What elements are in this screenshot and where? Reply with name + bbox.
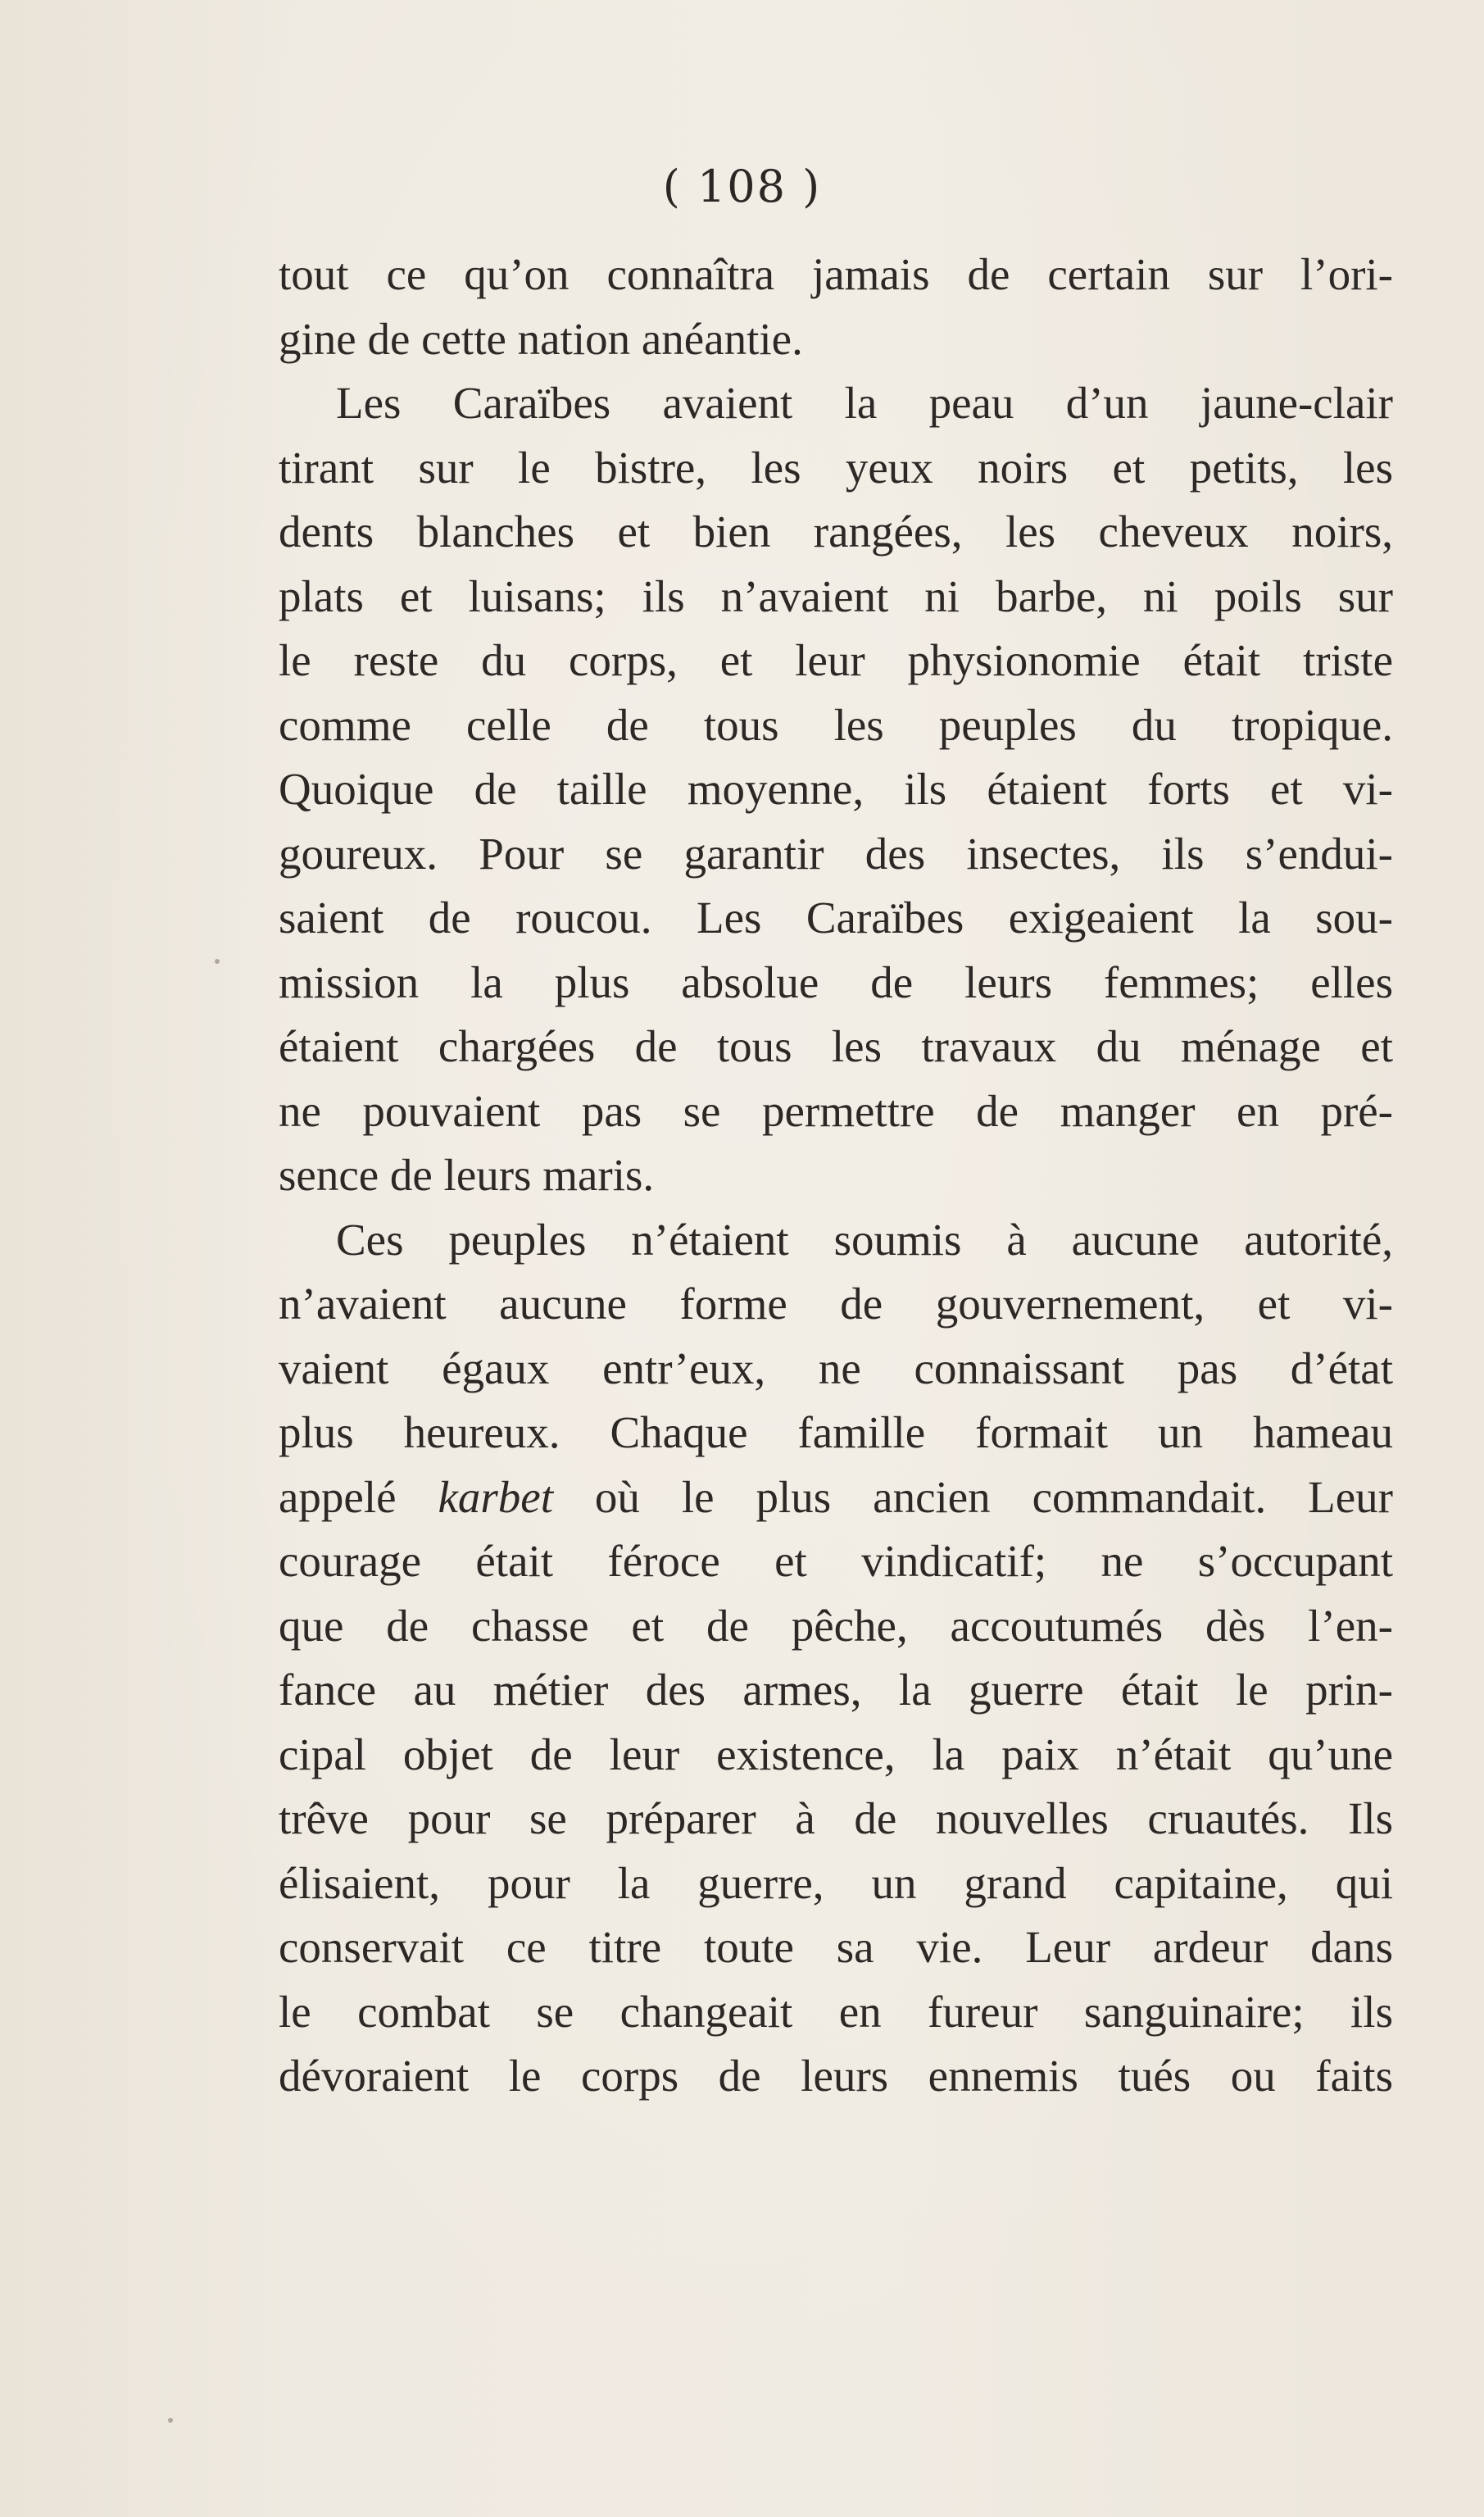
text-line: dents blanches et bien rangées, les cheveux noirs,: [279, 507, 1393, 557]
text-line: le reste du corps, et leur physionomie était triste: [279, 635, 1393, 685]
text-line: que de chasse et de pêche, accoutumés dès l’en-: [279, 1600, 1393, 1651]
text-line: Quoique de taille moyenne, ils étaient forts et vi-: [279, 764, 1393, 814]
paragraph-start-line: Les Caraïbes avaient la peau d’un jaune-clair: [336, 378, 1393, 428]
text-fragment: appelé: [279, 1471, 438, 1522]
text-line: conservait ce titre toute sa vie. Leur ardeur dans: [279, 1922, 1393, 1972]
text-line: comme celle de tous les peuples du tropique.: [279, 699, 1393, 750]
text-line: dévoraient le corps de leurs ennemis tués ou faits: [279, 2051, 1393, 2101]
page-number: ( 108 ): [662, 161, 822, 212]
text-line-with-italic: [279, 1465, 1393, 1530]
text-line: vaient égaux entr’eux, ne connaissant pas d’état: [279, 1343, 1393, 1393]
text-line: tout ce qu’on connaîtra jamais de certain sur l’ori-: [279, 249, 1393, 299]
text-line: étaient chargées de tous les travaux du ménage et: [279, 1021, 1393, 1071]
text-line: plus heureux. Chaque famille formait un hameau: [279, 1407, 1393, 1457]
italic-term-karbet: karbet: [438, 1471, 553, 1522]
text-line: ne pouvaient pas se permettre de manger en pré-: [279, 1085, 1393, 1136]
text-line: mission la plus absolue de leurs femmes; elles: [279, 956, 1393, 1007]
text-line: n’avaient aucune forme de gouvernement, et vi-: [279, 1279, 1393, 1329]
text-line: saient de roucou. Les Caraïbes exigeaient la sou-: [279, 893, 1393, 943]
text-line: le combat se changeait en fureur sanguinaire; ils: [279, 1986, 1393, 2037]
paper-speck: [168, 2418, 173, 2423]
paragraph-start-line: Ces peuples n’étaient soumis à aucune autorité,: [336, 1214, 1393, 1265]
text-line: tirant sur le bistre, les yeux noirs et petits, les: [279, 442, 1393, 493]
text-line: cipal objet de leur existence, la paix n’était qu’une: [279, 1729, 1393, 1779]
text-line: élisaient, pour la guerre, un grand capitaine, qui: [279, 1857, 1393, 1908]
text-line: courage était féroce et vindicatif; ne s’occupant: [279, 1536, 1393, 1586]
text-line: gine de cette nation anéantie.: [279, 313, 803, 364]
text-line: fance au métier des armes, la guerre était le prin-: [279, 1665, 1393, 1715]
text-line: sence de leurs maris.: [279, 1150, 655, 1200]
body-text: [279, 243, 1393, 2109]
text-line: plats et luisans; ils n’avaient ni barbe, ni poils sur: [279, 570, 1393, 621]
text-line: goureux. Pour se garantir des insectes, ils s’endui-: [279, 828, 1393, 879]
text-fragment: où le plus ancien commandait. Leur: [552, 1471, 1394, 1522]
paper-speck: [215, 959, 220, 964]
text-line: trêve pour se préparer à de nouvelles cruautés. Ils: [279, 1793, 1393, 1843]
